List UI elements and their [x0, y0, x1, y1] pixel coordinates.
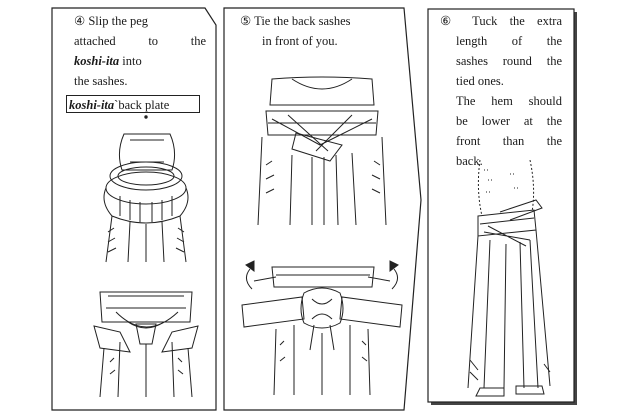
koshi-ita-label-box: koshi-ita`back plate — [66, 95, 200, 113]
panel-6-line6: be lower at the — [456, 114, 562, 128]
tuck-sashes-illustration — [460, 160, 560, 400]
panel-6-line2: length of the — [456, 34, 563, 48]
step-number-6: ⑥ — [440, 14, 461, 28]
panel-6-line4: tied ones. — [456, 74, 504, 88]
koshi-ita-illustration — [60, 112, 210, 402]
panel-4-line4: the sashes. — [74, 74, 128, 88]
tie-sashes-illustration — [232, 75, 412, 400]
panel-5-text — [240, 11, 400, 51]
panel-4-line1: ④ Slip the peg — [74, 14, 149, 28]
panel-6-line7: front than the — [456, 134, 562, 148]
term-koshi-ita: koshi-ita — [74, 54, 120, 68]
panel-6-line1: ⑥ Tuck the extra — [440, 14, 562, 28]
panel-5-line1: ⑤ Tie the back sashes — [240, 14, 351, 28]
panel-6-line8: back. — [456, 154, 483, 168]
panel-5-line2: in front of you. — [262, 34, 338, 48]
panel-6-line5: The hem should — [456, 94, 562, 108]
step-number-4: ④ — [74, 14, 86, 28]
step-number-5: ⑤ — [240, 14, 252, 28]
panel-4-text — [74, 11, 206, 91]
panel-4-line3: koshi-ita into — [74, 54, 142, 68]
panel-4-line2: attached to the — [74, 34, 206, 48]
panel-6-text — [440, 11, 562, 171]
panel-6-line3: sashes round the — [456, 54, 562, 68]
